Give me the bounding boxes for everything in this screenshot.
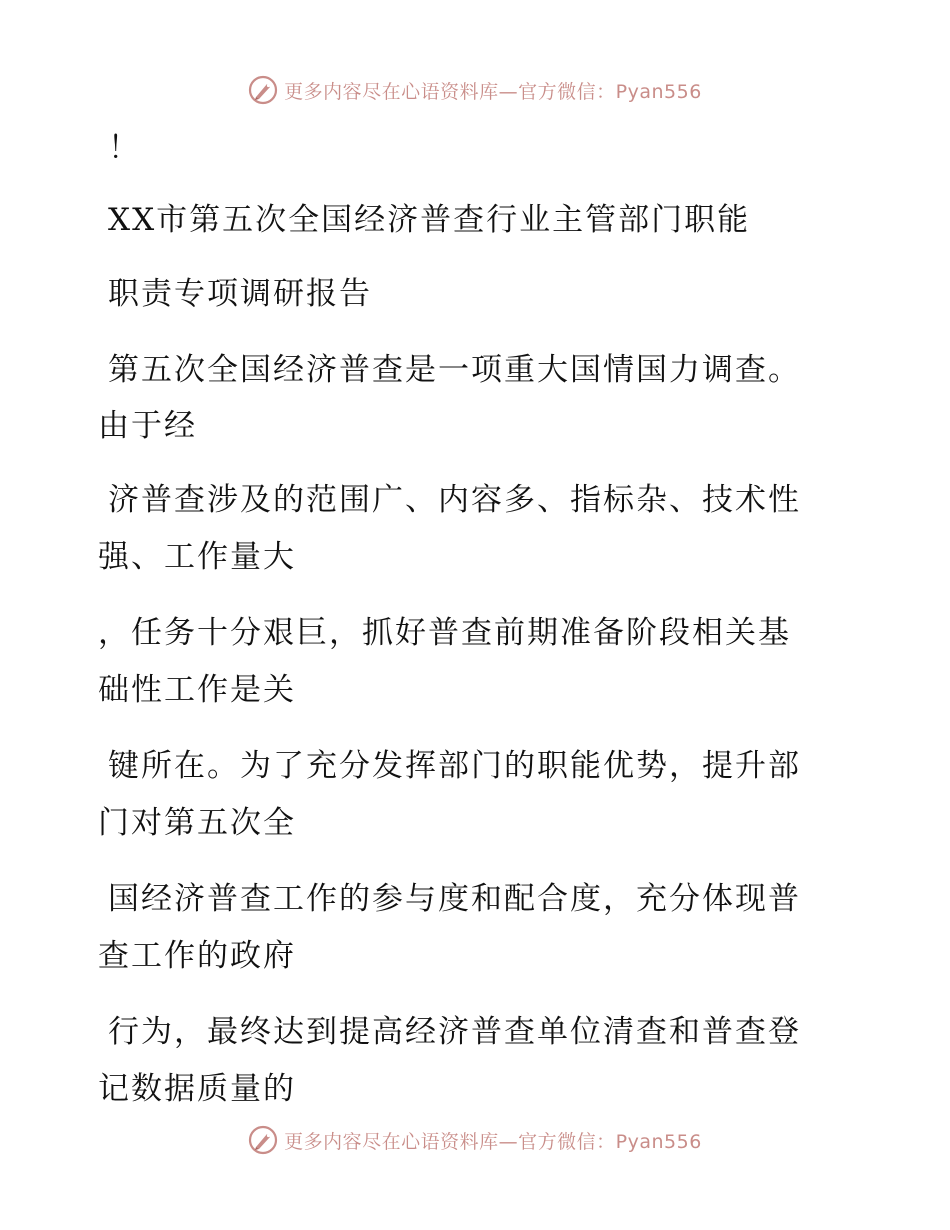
document-title-line-2: 职责专项调研报告 [108,276,372,312]
body-line: 门对第五次全 [98,805,296,841]
body-line: 行为，最终达到提高经济普查单位清查和普查登 [108,1014,801,1050]
body-line: 记数据质量的 [98,1071,296,1107]
body-line: ，任务十分艰巨，抓好普查前期准备阶段相关基 [98,615,791,651]
body-line: 查工作的政府 [98,938,296,974]
footer-watermark [0,1120,950,1160]
body-line: 国经济普查工作的参与度和配合度，充分体现普 [108,881,801,917]
header-watermark-text: 更多内容尽在心语资料库—官方微信：Pyan556 [284,80,702,103]
body-line: 础性工作是关 [98,672,296,708]
body-line: 由于经 [98,408,197,444]
body-line: 强、工作量大 [98,539,296,575]
document-title-line-1: XX市第五次全国经济普查行业主管部门职能 [108,202,751,238]
footer-watermark-text: 更多内容尽在心语资料库—官方微信：Pyan556 [284,1130,702,1153]
body-line: 济普查涉及的范围广、内容多、指标杂、技术性 [108,482,801,518]
body-line: 键所在。为了充分发挥部门的职能优势，提升部 [108,748,801,784]
body-line: 第五次全国经济普查是一项重大国情国力调查。 [108,352,801,388]
pen-logo-icon [248,1125,278,1155]
body-line: ！ [108,130,141,166]
